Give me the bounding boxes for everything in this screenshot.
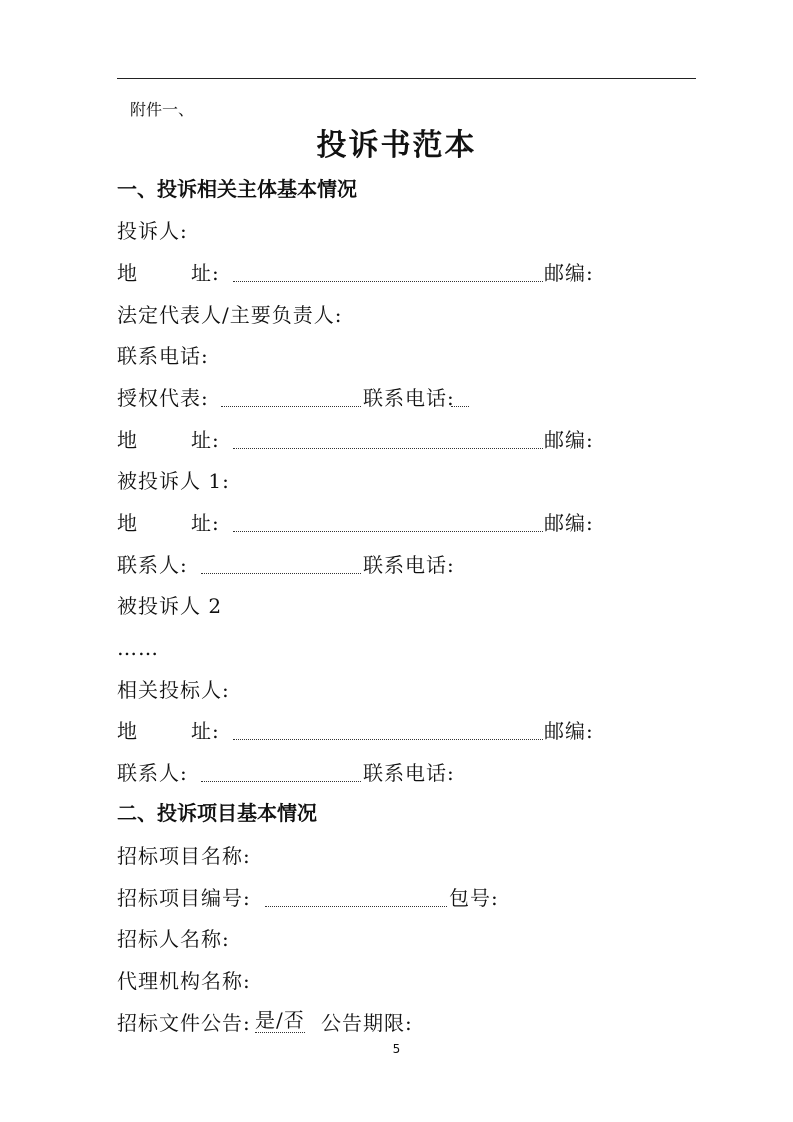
respondent2-label: 被投诉人 2 (117, 594, 223, 618)
phone-label: 联系电话: (117, 344, 209, 368)
contact-person-blank[interactable] (201, 557, 361, 574)
complainant-label: 投诉人: (117, 219, 188, 243)
contact-person-blank[interactable] (201, 765, 361, 782)
postcode-label: 邮编: (544, 428, 594, 452)
document-title: 投诉书范本 (316, 128, 477, 163)
address-label-b: 址: (191, 511, 220, 535)
address-blank[interactable] (233, 723, 543, 740)
legal-rep-row (117, 300, 342, 330)
project-name-row (117, 841, 251, 871)
page-number: 5 (392, 1042, 401, 1056)
address-blank[interactable] (233, 432, 543, 449)
tenderer-name-row (117, 924, 230, 954)
contact-person-label: 联系人: (117, 761, 188, 785)
authorized-rep-row (117, 383, 717, 413)
complainant-phone-row (117, 341, 209, 371)
notice-period-label: 公告期限: (321, 1011, 413, 1035)
complainant-address-row (117, 258, 717, 288)
ellipsis: …… (117, 636, 159, 660)
package-label: 包号: (449, 886, 499, 910)
notice-label: 招标文件公告: (117, 1011, 251, 1035)
bidder-contact-row (117, 758, 717, 788)
project-number-label: 招标项目编号: (117, 886, 251, 910)
address-label-a: 地 (117, 261, 138, 285)
address-label-b: 址: (191, 428, 220, 452)
related-bidder-label: 相关投标人: (117, 678, 230, 702)
header-rule (117, 78, 696, 79)
respondent1-address-row (117, 508, 717, 538)
address-label-b: 址: (191, 719, 220, 743)
attachment-label: 附件一、 (130, 100, 195, 119)
project-number-row (117, 883, 717, 913)
address-blank[interactable] (233, 515, 543, 532)
project-number-blank[interactable] (265, 890, 447, 907)
notice-row (117, 1008, 717, 1038)
phone-label: 联系电话: (363, 386, 455, 410)
complainant-row (117, 216, 188, 246)
address-label-b: 址: (191, 261, 220, 285)
rep-address-row (117, 425, 717, 455)
phone-label: 联系电话: (363, 761, 455, 785)
bidder-address-row (117, 716, 717, 746)
address-label-a: 地 (117, 511, 138, 535)
related-bidder-row (117, 675, 230, 705)
agency-name-label: 代理机构名称: (117, 969, 251, 993)
address-blank[interactable] (233, 265, 543, 282)
tenderer-name-label: 招标人名称: (117, 927, 230, 951)
section-heading-project: 二、投诉项目基本情况 (117, 801, 317, 825)
postcode-label: 邮编: (544, 719, 594, 743)
ellipsis-row (117, 633, 159, 663)
contact-person-label: 联系人: (117, 553, 188, 577)
authorized-rep-label: 授权代表: (117, 386, 209, 410)
respondent1-label: 被投诉人 1: (117, 469, 230, 493)
address-label-a: 地 (117, 428, 138, 452)
agency-name-row (117, 966, 251, 996)
respondent2-row (117, 591, 222, 621)
address-label-a: 地 (117, 719, 138, 743)
legal-rep-label: 法定代表人/主要负责人: (117, 303, 343, 327)
notice-value[interactable]: 是/否 (255, 1008, 305, 1032)
respondent1-row (117, 466, 230, 496)
project-name-label: 招标项目名称: (117, 844, 251, 868)
section-heading-parties: 一、投诉相关主体基本情况 (117, 177, 357, 201)
postcode-label: 邮编: (544, 511, 594, 535)
postcode-label: 邮编: (544, 261, 594, 285)
authorized-rep-blank[interactable] (221, 390, 361, 407)
phone-blank[interactable] (451, 390, 469, 407)
respondent1-contact-row (117, 550, 717, 580)
phone-label: 联系电话: (363, 553, 455, 577)
